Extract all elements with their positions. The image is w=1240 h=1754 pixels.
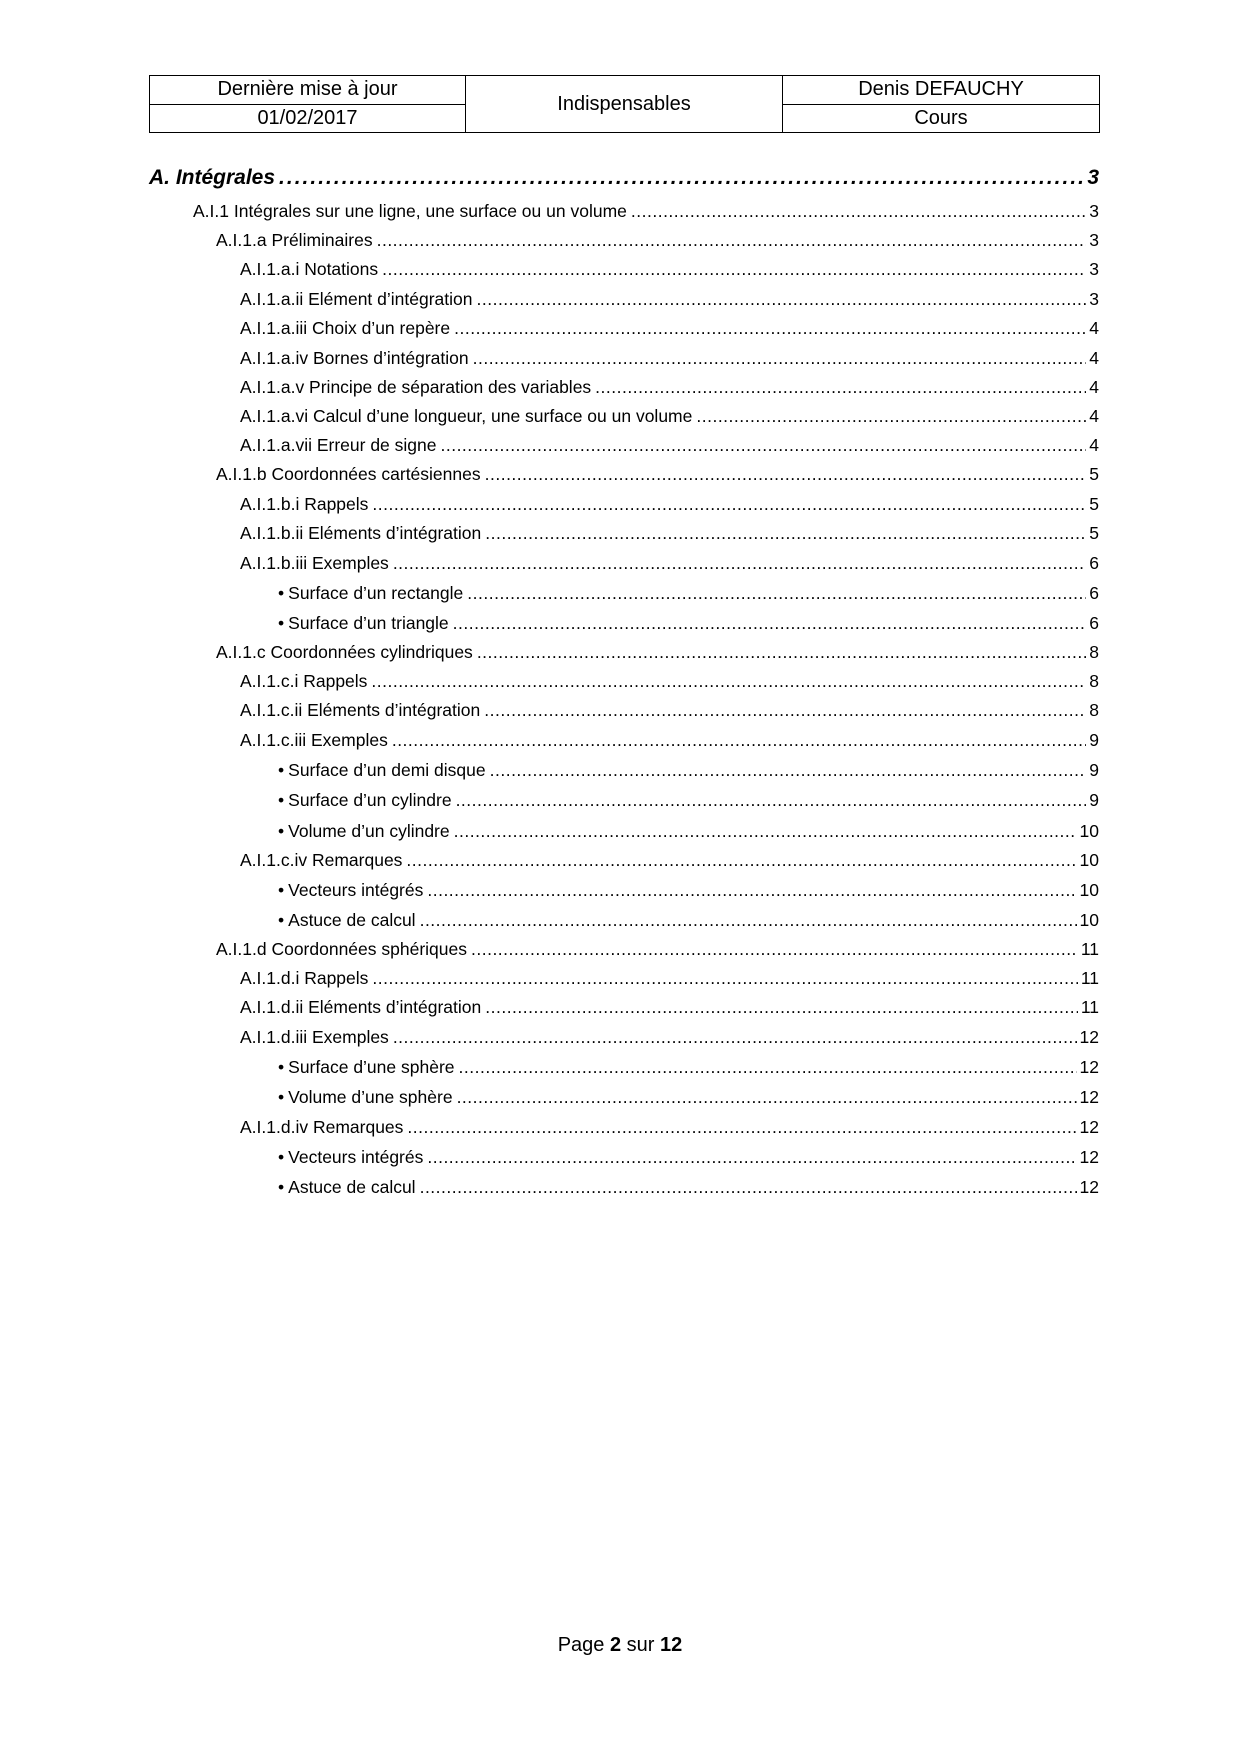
toc-label: A.I.1.a.i Notations (240, 259, 379, 279)
toc-leader (484, 695, 1086, 725)
toc-page: 4 (1089, 348, 1099, 368)
toc-page: 12 (1079, 1117, 1099, 1137)
toc-entry[interactable] (240, 725, 1099, 755)
toc-entry[interactable] (240, 430, 1099, 460)
toc-label: A. Intégrales (149, 166, 276, 189)
toc-label: A.I.1.a.iv Bornes d’intégration (240, 348, 469, 368)
toc-entry[interactable] (240, 695, 1099, 725)
toc-leader (477, 637, 1086, 667)
total-pages: 12 (660, 1634, 683, 1656)
toc-page: 12 (1079, 1057, 1099, 1077)
toc-label: Volume d’une sphère (288, 1087, 453, 1107)
author-name: Denis DEFAUCHY (783, 76, 1100, 105)
toc-label: Surface d’un cylindre (288, 790, 452, 810)
toc-label: A.I.1.c.i Rappels (240, 671, 368, 691)
toc-label: A.I.1.b.iii Exemples (240, 553, 389, 573)
toc-leader (406, 845, 1076, 875)
bullet-icon: • (278, 613, 285, 633)
bullet-icon: • (278, 910, 285, 930)
toc-entry[interactable] (240, 992, 1099, 1022)
toc-label: A.I.1.b.ii Eléments d’intégration (240, 523, 482, 543)
footer-prefix: Page (557, 1634, 605, 1656)
toc-label: A.I.1.a.ii Elément d’intégration (240, 289, 473, 309)
last-update-label: Dernière mise à jour (150, 76, 466, 105)
update-date: 01/02/2017 (150, 104, 466, 133)
page-footer (0, 1634, 1240, 1657)
toc-leader (485, 459, 1087, 489)
toc-page: 6 (1089, 613, 1099, 633)
toc-label: Vecteurs intégrés (288, 1147, 424, 1167)
toc-page: 3 (1089, 289, 1099, 309)
toc-entry[interactable] (278, 1082, 1099, 1112)
toc-entry[interactable] (240, 401, 1099, 431)
bullet-icon: • (278, 790, 285, 810)
toc-leader (457, 1082, 1077, 1112)
toc-entry[interactable] (278, 1142, 1099, 1172)
toc-label: A.I.1.a.vi Calcul d’une longueur, une surface ou un volume (240, 406, 693, 426)
toc-label: Surface d’un demi disque (288, 760, 486, 780)
toc-page: 5 (1089, 523, 1099, 543)
toc-entry[interactable] (278, 608, 1099, 638)
bullet-icon: • (278, 1147, 285, 1167)
toc-entry[interactable] (240, 372, 1099, 402)
toc-entry[interactable] (278, 875, 1099, 905)
toc-page: 11 (1080, 968, 1099, 988)
toc-leader (393, 548, 1086, 578)
bullet-icon: • (278, 1057, 285, 1077)
toc-label: Surface d’un rectangle (288, 583, 464, 603)
toc-entry[interactable] (240, 1022, 1099, 1052)
toc-entry[interactable] (278, 755, 1099, 785)
toc-leader (371, 666, 1086, 696)
toc-page: 8 (1089, 671, 1099, 691)
toc-label: Vecteurs intégrés (288, 880, 424, 900)
toc-leader (456, 785, 1087, 815)
toc-label: A.I.1.a.iii Choix d’un repère (240, 318, 451, 338)
toc-page: 3 (1089, 201, 1099, 221)
toc-page: 11 (1080, 939, 1099, 959)
toc-entry[interactable] (278, 1052, 1099, 1082)
toc-label: A.I.1.a Préliminaires (216, 230, 373, 250)
toc-leader (595, 372, 1086, 402)
toc-entry[interactable] (240, 254, 1099, 284)
toc-leader (454, 816, 1077, 846)
toc-page: 4 (1089, 435, 1099, 455)
toc-label: A.I.1 Intégrales sur une ligne, une surface ou un volume (193, 201, 627, 221)
toc-label: Surface d’un triangle (288, 613, 449, 633)
toc-leader (382, 254, 1086, 284)
toc-entry[interactable] (240, 963, 1099, 993)
toc-leader (372, 963, 1077, 993)
toc-entry[interactable] (216, 934, 1099, 964)
current-page-number: 2 (609, 1634, 622, 1656)
toc-label: A.I.1.b Coordonnées cartésiennes (216, 464, 481, 484)
toc-entry[interactable] (240, 666, 1099, 696)
toc-leader (467, 578, 1086, 608)
toc-page: 5 (1089, 464, 1099, 484)
toc-page: 8 (1089, 700, 1099, 720)
toc-label: A.I.1.d.iii Exemples (240, 1027, 389, 1047)
toc-leader (393, 1022, 1077, 1052)
toc-label: A.I.1.c.iv Remarques (240, 850, 403, 870)
toc-leader (440, 430, 1086, 460)
toc-page: 8 (1089, 642, 1099, 662)
toc-page: 3 (1087, 166, 1099, 189)
footer-middle: sur (626, 1634, 655, 1656)
toc-entry[interactable] (278, 1172, 1099, 1202)
bullet-icon: • (278, 760, 285, 780)
toc-entry[interactable] (240, 313, 1099, 343)
toc-entry[interactable] (193, 196, 1099, 226)
toc-page: 10 (1079, 850, 1099, 870)
toc-label: A.I.1.a.vii Erreur de signe (240, 435, 437, 455)
toc-leader (490, 755, 1087, 785)
toc-label: A.I.1.d.iv Remarques (240, 1117, 404, 1137)
toc-leader (279, 163, 1084, 193)
toc-entry[interactable] (278, 905, 1099, 935)
bullet-icon: • (278, 880, 285, 900)
toc-entry[interactable] (240, 518, 1099, 548)
toc-leader (454, 313, 1086, 343)
toc-leader (477, 284, 1087, 314)
toc-page: 12 (1079, 1027, 1099, 1047)
toc-page: 10 (1079, 880, 1099, 900)
toc-page: 12 (1079, 1147, 1099, 1167)
toc-leader (420, 1172, 1077, 1202)
toc-entry[interactable] (240, 845, 1099, 875)
toc-entry[interactable] (240, 1112, 1099, 1142)
toc-leader (471, 934, 1078, 964)
toc-label: A.I.1.c.iii Exemples (240, 730, 388, 750)
toc-leader (631, 196, 1086, 226)
toc-page: 9 (1089, 760, 1099, 780)
toc-label: A.I.1.d.ii Eléments d’intégration (240, 997, 482, 1017)
toc-leader (485, 992, 1078, 1022)
toc-label: A.I.1.d.i Rappels (240, 968, 369, 988)
toc-leader (427, 1142, 1076, 1172)
toc-leader (696, 401, 1086, 431)
toc-entry[interactable] (278, 578, 1099, 608)
toc-page: 4 (1089, 318, 1099, 338)
toc-label: Surface d’une sphère (288, 1057, 455, 1077)
toc-label: A.I.1.b.i Rappels (240, 494, 369, 514)
toc-label: A.I.1.a.v Principe de séparation des variables (240, 377, 592, 397)
toc-label: Volume d’un cylindre (288, 821, 450, 841)
toc-entry[interactable] (216, 225, 1099, 255)
toc-leader (420, 905, 1077, 935)
toc-entry[interactable] (278, 785, 1099, 815)
toc-page: 3 (1089, 259, 1099, 279)
bullet-icon: • (278, 1177, 285, 1197)
header-table (149, 75, 1100, 133)
toc-leader (453, 608, 1087, 638)
toc-entry[interactable] (216, 459, 1099, 489)
document-title: Indispensables (466, 76, 783, 133)
toc-leader (485, 518, 1086, 548)
toc-entry[interactable] (278, 816, 1099, 846)
bullet-icon: • (278, 821, 285, 841)
toc-entry[interactable] (240, 343, 1099, 373)
toc-leader (377, 225, 1087, 255)
toc-entry[interactable] (149, 163, 1099, 193)
toc-label: A.I.1.c Coordonnées cylindriques (216, 642, 473, 662)
toc-page: 6 (1089, 553, 1099, 573)
toc-label: Astuce de calcul (288, 910, 416, 930)
toc-leader (392, 725, 1086, 755)
toc-leader (407, 1112, 1076, 1142)
toc-leader (372, 489, 1086, 519)
toc-page: 3 (1089, 230, 1099, 250)
toc-entry[interactable] (240, 284, 1099, 314)
toc-label: A.I.1.c.ii Eléments d’intégration (240, 700, 481, 720)
toc-page: 11 (1080, 997, 1099, 1017)
bullet-icon: • (278, 1087, 285, 1107)
toc-page: 12 (1079, 1177, 1099, 1197)
toc-leader (427, 875, 1076, 905)
toc-page: 10 (1079, 821, 1099, 841)
toc-entry[interactable] (240, 489, 1099, 519)
toc-page: 4 (1089, 377, 1099, 397)
toc-page: 9 (1089, 730, 1099, 750)
toc-page: 12 (1079, 1087, 1099, 1107)
bullet-icon: • (278, 583, 285, 603)
document-type: Cours (783, 104, 1100, 133)
toc-page: 10 (1079, 910, 1099, 930)
toc-leader (459, 1052, 1077, 1082)
toc-page: 4 (1089, 406, 1099, 426)
toc-leader (473, 343, 1087, 373)
toc-page: 9 (1089, 790, 1099, 810)
toc-page: 6 (1089, 583, 1099, 603)
toc-label: A.I.1.d Coordonnées sphériques (216, 939, 467, 959)
toc-entry[interactable] (216, 637, 1099, 667)
toc-entry[interactable] (240, 548, 1099, 578)
toc-label: Astuce de calcul (288, 1177, 416, 1197)
toc-page: 5 (1089, 494, 1099, 514)
